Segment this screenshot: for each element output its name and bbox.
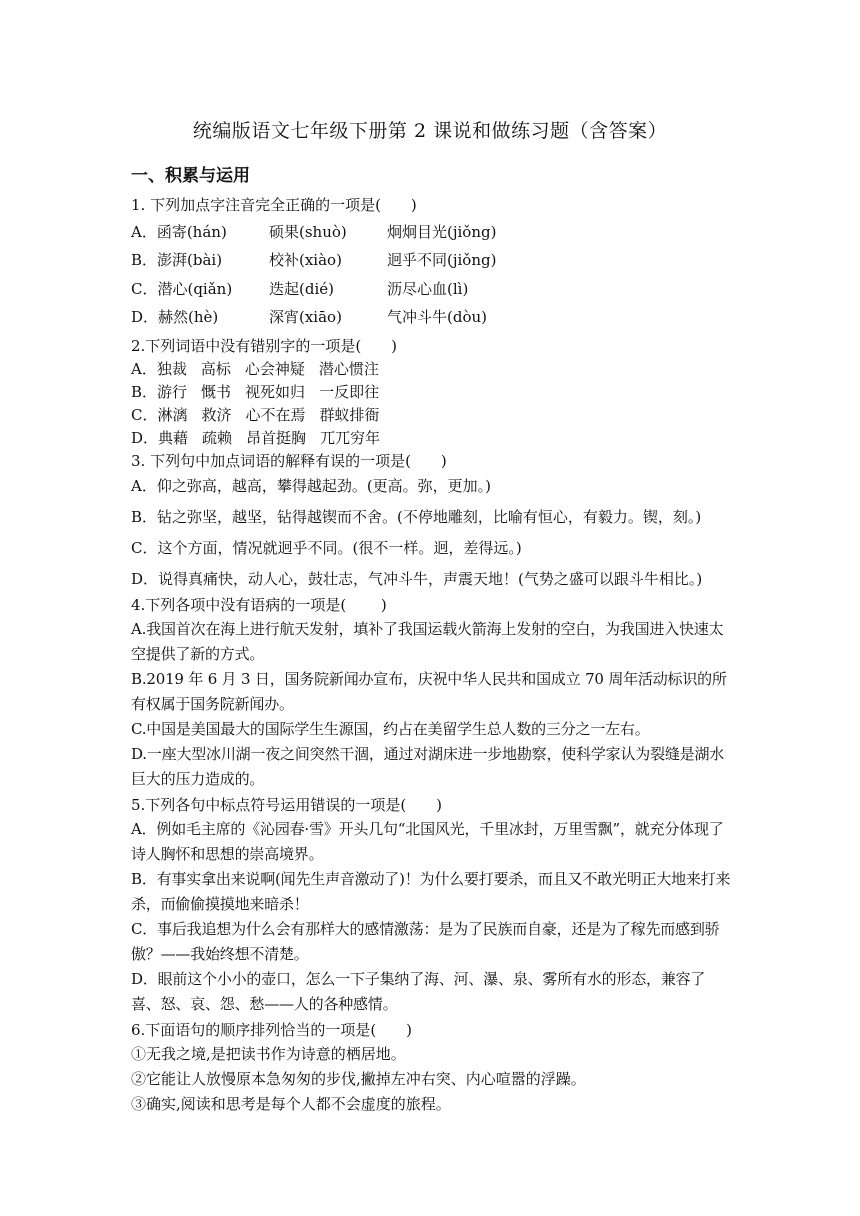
option-cell: B．游行	[131, 382, 188, 401]
question-5-stem: 5.下列各句中标点符号运用错误的一项是( )	[131, 795, 443, 814]
question-1-stem: 1. 下列加点字注音完全正确的一项是( )	[131, 196, 417, 214]
question-6-sentence-3: ③确实,阅读和思考是每个人都不会虚度的旅程。	[131, 1094, 451, 1113]
option-cell: 炯炯目光(jiǒng)	[387, 223, 497, 241]
question-3-option-c: C．这个方面，情况就迥乎不同。(很不一样。迥，差得远。)	[131, 538, 522, 557]
question-3-option-b: B．钻之弥坚，越坚，钻得越锲而不舍。(不停地雕刻，比喻有恒心，有毅力。锲，刻。)	[131, 507, 702, 526]
question-4-option-a: A.我国首次在海上进行航天发射，填补了我国运载火箭海上发射的空白，为我国进入快速太空提供了新的方式。	[131, 619, 724, 663]
document-title: 统编版语文七年级下册第 2 课说和做练习题（含答案）	[192, 120, 668, 142]
option-cell: 视死如归	[245, 382, 306, 401]
question-list	[131, 194, 731, 1117]
question-6-sentence-2: ②它能让人放慢原本急匆匆的步伐,撇掉左冲右突、内心喧嚣的浮躁。	[131, 1069, 586, 1088]
option-cell: D．典藉	[131, 428, 189, 447]
option-row	[131, 303, 731, 332]
option-cell: 气冲斗牛(dòu)	[387, 308, 487, 326]
option-cell: C．潜心(qiǎn)	[131, 279, 233, 298]
question-2-stem: 2.下列词语中没有错别字的一项是( )	[131, 336, 398, 355]
option-cell: B．澎湃(bài)	[131, 251, 223, 269]
option-row	[131, 275, 731, 304]
question-1-options	[131, 218, 731, 332]
question-6-stem: 6.下面语句的顺序排列恰当的一项是( )	[131, 1020, 413, 1039]
question-4-option-b: B.2019 年 6 月 3 日，国务院新闻办宣布，庆祝中华人民共和国成立 70 周年活动标识的所有权属于国务院新闻办。	[131, 669, 727, 713]
question-3-stem: 3. 下列句中加点词语的解释有误的一项是( )	[131, 451, 447, 470]
option-cell: 兀兀穷年	[320, 428, 381, 447]
option-row	[131, 427, 731, 450]
option-row	[131, 404, 731, 427]
option-cell: 硕果(shuò)	[269, 223, 347, 241]
option-cell: C．淋漓	[131, 405, 188, 424]
option-row	[131, 381, 731, 404]
option-cell: 心不在焉	[245, 405, 306, 424]
question-4-option-d: D.一座大型冰川湖一夜之间突然干涸，通过对湖床进一步地勘察，使科学家认为裂缝是湖水巨大的压力造成的。	[131, 744, 725, 788]
option-cell: 高标	[200, 359, 231, 378]
option-cell: 沥尽心血(lì)	[387, 279, 469, 298]
option-cell: 慨书	[201, 382, 232, 401]
option-cell: 深宵(xiāo)	[269, 308, 342, 326]
option-cell: 校补(xiào)	[269, 251, 342, 269]
option-cell: 迥乎不同(jiǒng)	[387, 251, 497, 269]
option-cell: 群蚁排衙	[319, 405, 380, 424]
option-cell: 一反即往	[319, 382, 380, 401]
option-row	[131, 218, 731, 246]
option-cell: 昂首挺胸	[246, 428, 307, 447]
option-cell: A．独裁	[131, 359, 187, 378]
question-4-option-c: C.中国是美国最大的国际学生生源国，约占在美留学生总人数的三分之一左右。	[131, 719, 650, 738]
option-row	[131, 358, 731, 381]
question-4-stem: 4.下列各项中没有语病的一项是( )	[131, 595, 387, 614]
question-5-option-d: D．眼前这个小小的壶口，怎么一下子集纳了海、河、瀑、泉、雾所有水的形态，兼容了喜、怒、哀、怨、愁——人的各种感情。	[131, 969, 706, 1013]
question-6-sentence-1: ①无我之境,是把读书作为诗意的栖居地。	[131, 1044, 406, 1063]
question-5-option-a: A．例如毛主席的《沁园春·雪》开头几句“北国风光，千里冰封，万里雪飘”，就充分体现了诗人胸怀和思想的崇高境界。	[131, 819, 724, 863]
section-heading: 一、积累与运用	[131, 166, 250, 186]
option-cell: D．赫然(hè)	[131, 308, 219, 326]
option-cell: 疏赖	[202, 428, 233, 447]
option-cell: 救济	[201, 405, 232, 424]
option-cell: A．函寄(hán)	[131, 223, 227, 241]
option-cell: 心会神疑	[244, 359, 305, 378]
option-cell: 潜心惯注	[318, 359, 379, 378]
option-cell: 迭起(dié)	[269, 279, 334, 298]
question-3-option-a: A．仰之弥高，越高，攀得越起劲。(更高。弥，更加。)	[131, 476, 492, 495]
question-5-option-b: B．有事实拿出来说啊(闻先生声音激动了)！为什么要打要杀，而且又不敢光明正大地来打来杀，而偷偷摸摸地来暗杀！	[131, 869, 731, 913]
option-row	[131, 246, 731, 275]
question-5-option-c: C．事后我追想为什么会有那样大的感情激荡：是为了民族而自豪，还是为了稼先而感到骄傲？——我始终想不清楚。	[131, 919, 720, 963]
question-3-option-d: D．说得真痛快，动人心，鼓壮志，气冲斗牛，声震天地！(气势之盛可以跟斗牛相比。)	[131, 569, 703, 588]
